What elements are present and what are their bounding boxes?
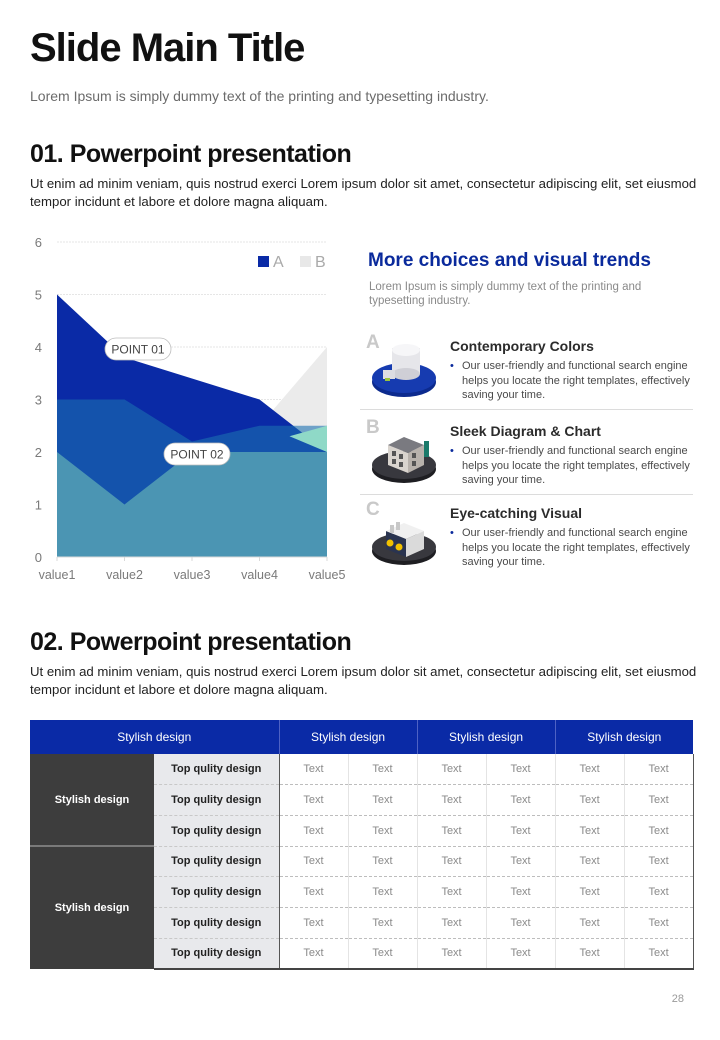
table-cell: Text: [486, 877, 555, 908]
data-table: [30, 720, 694, 970]
table-cell: Text: [348, 815, 417, 846]
table-cell: Text: [555, 754, 624, 785]
feature-bullet-text: Our user-friendly and functional search engine helps you locate the right templates, effectively saving your time.: [462, 360, 690, 401]
table-cell: Text: [417, 815, 486, 846]
table-cell: Text: [624, 907, 693, 938]
column-header: Stylish design: [279, 720, 417, 754]
chart-legend: [258, 254, 326, 271]
table-cell: Text: [555, 938, 624, 969]
legend-label-a: A: [273, 254, 284, 271]
slide-subtitle: Lorem Ipsum is simply dummy text of the printing and typesetting industry.: [30, 88, 489, 104]
table-cell: Text: [624, 938, 693, 969]
table-cell: Text: [417, 785, 486, 816]
row-sub-label: Top qulity design: [154, 846, 279, 877]
x-tick-label: value3: [173, 568, 211, 582]
panel-description: Lorem Ipsum is simply dummy text of the printing and typesetting industry.: [369, 281, 642, 307]
feature-bullet: [450, 526, 690, 570]
y-tick-label: 1: [34, 497, 42, 513]
table-row: [30, 846, 693, 877]
feature-bullet-text: Our user-friendly and functional search engine helps you locate the right templates, effectively saving your time.: [462, 445, 690, 486]
row-sub-label: Top qulity design: [154, 877, 279, 908]
section1-title: 01. Powerpoint presentation: [30, 140, 352, 168]
x-tick-label: value1: [38, 568, 76, 582]
table-cell: Text: [279, 846, 348, 877]
table-cell: Text: [348, 877, 417, 908]
section1-description: Ut enim ad minim veniam, quis nostrud exerci Lorem ipsum dolor sit amet, consectetur adipiscing elit, set eiusmod tempor incidunt et labore et dolore magna aliquam.: [30, 176, 697, 209]
feature-letter: A: [366, 332, 380, 353]
table-cell: Text: [486, 815, 555, 846]
section2-title: 02. Powerpoint presentation: [30, 628, 352, 656]
table-cell: Text: [555, 815, 624, 846]
table-cell: Text: [555, 846, 624, 877]
table-cell: Text: [486, 907, 555, 938]
y-tick-label: 0: [34, 550, 42, 565]
row-sub-label: Top qulity design: [154, 754, 279, 785]
y-tick-label: 3: [34, 392, 42, 408]
legend-label-b: B: [315, 254, 326, 271]
table-cell: Text: [555, 877, 624, 908]
table-cell: Text: [555, 907, 624, 938]
legend-swatch-b: [300, 256, 311, 267]
table-cell: Text: [624, 877, 693, 908]
feature-title: Eye-catching Visual: [450, 505, 583, 521]
table-cell: Text: [279, 754, 348, 785]
annotation-label: POINT 01: [111, 342, 165, 357]
table-cell: Text: [555, 785, 624, 816]
x-tick-label: value4: [241, 568, 278, 582]
y-axis-ticks: [35, 235, 42, 565]
table-cell: Text: [348, 785, 417, 816]
factory-icon: [366, 499, 442, 575]
y-tick-label: 4: [34, 340, 42, 355]
row-group-label: Stylish design: [30, 846, 154, 969]
annotation-label: POINT 02: [170, 447, 224, 462]
row-group-label: Stylish design: [30, 754, 154, 846]
table-cell: Text: [624, 815, 693, 846]
table-cell: Text: [417, 907, 486, 938]
divider: [360, 494, 693, 495]
table-cell: Text: [624, 754, 693, 785]
storage-tank-icon: [366, 332, 442, 408]
table-header-row: [30, 720, 693, 754]
feature-title: Sleek Diagram & Chart: [450, 423, 601, 439]
chart-areas: [57, 295, 327, 558]
divider: [360, 409, 693, 410]
table-cell: Text: [279, 785, 348, 816]
table-cell: Text: [348, 907, 417, 938]
column-header: Stylish design: [417, 720, 555, 754]
feature-bullet: [450, 444, 690, 488]
y-tick-label: 2: [34, 445, 42, 460]
table-cell: Text: [417, 877, 486, 908]
x-tick-label: value2: [106, 568, 143, 582]
page-number: 28: [671, 993, 684, 1005]
bullet-icon: •: [450, 527, 454, 539]
feature-letter: B: [366, 417, 380, 438]
y-tick-label: 5: [34, 287, 42, 303]
table-cell: Text: [486, 938, 555, 969]
slide-title: Slide Main Title: [30, 26, 305, 70]
bullet-icon: •: [450, 445, 454, 457]
y-tick-label: 6: [34, 235, 42, 250]
table-cell: Text: [624, 846, 693, 877]
table-cell: Text: [417, 754, 486, 785]
table-cell: Text: [486, 754, 555, 785]
panel-title: More choices and visual trends: [368, 250, 651, 271]
row-sub-label: Top qulity design: [154, 785, 279, 816]
table-cell: Text: [486, 785, 555, 816]
table-cell: Text: [279, 877, 348, 908]
feature-letter: C: [366, 499, 380, 520]
office-building-icon: [366, 417, 442, 493]
table-cell: Text: [624, 785, 693, 816]
column-header: Stylish design: [555, 720, 693, 754]
row-sub-label: Top qulity design: [154, 815, 279, 846]
table-cell: Text: [417, 846, 486, 877]
legend-swatch-a: [258, 256, 269, 267]
x-axis-ticks: [39, 557, 346, 582]
column-header: Stylish design: [30, 720, 279, 754]
table-cell: Text: [279, 907, 348, 938]
table-cell: Text: [279, 815, 348, 846]
feature-bullet: [450, 359, 690, 403]
table-cell: Text: [348, 846, 417, 877]
table-row: [30, 754, 693, 785]
feature-bullet-text: Our user-friendly and functional search engine helps you locate the right templates, effectively saving your time.: [462, 527, 690, 568]
table-cell: Text: [348, 938, 417, 969]
area-chart: [20, 228, 350, 590]
table-cell: Text: [279, 938, 348, 969]
table-cell: Text: [417, 938, 486, 969]
section2-description: Ut enim ad minim veniam, quis nostrud exerci Lorem ipsum dolor sit amet, consectetur adipiscing elit, set eiusmod tempor incidunt et labore et dolore magna aliquam.: [30, 664, 697, 697]
table-cell: Text: [348, 754, 417, 785]
x-tick-label: value5: [308, 568, 346, 582]
bullet-icon: •: [450, 360, 454, 372]
row-sub-label: Top qulity design: [154, 907, 279, 938]
table-body: [30, 754, 693, 969]
table-cell: Text: [486, 846, 555, 877]
feature-title: Contemporary Colors: [450, 338, 594, 354]
row-sub-label: Top qulity design: [154, 938, 279, 969]
